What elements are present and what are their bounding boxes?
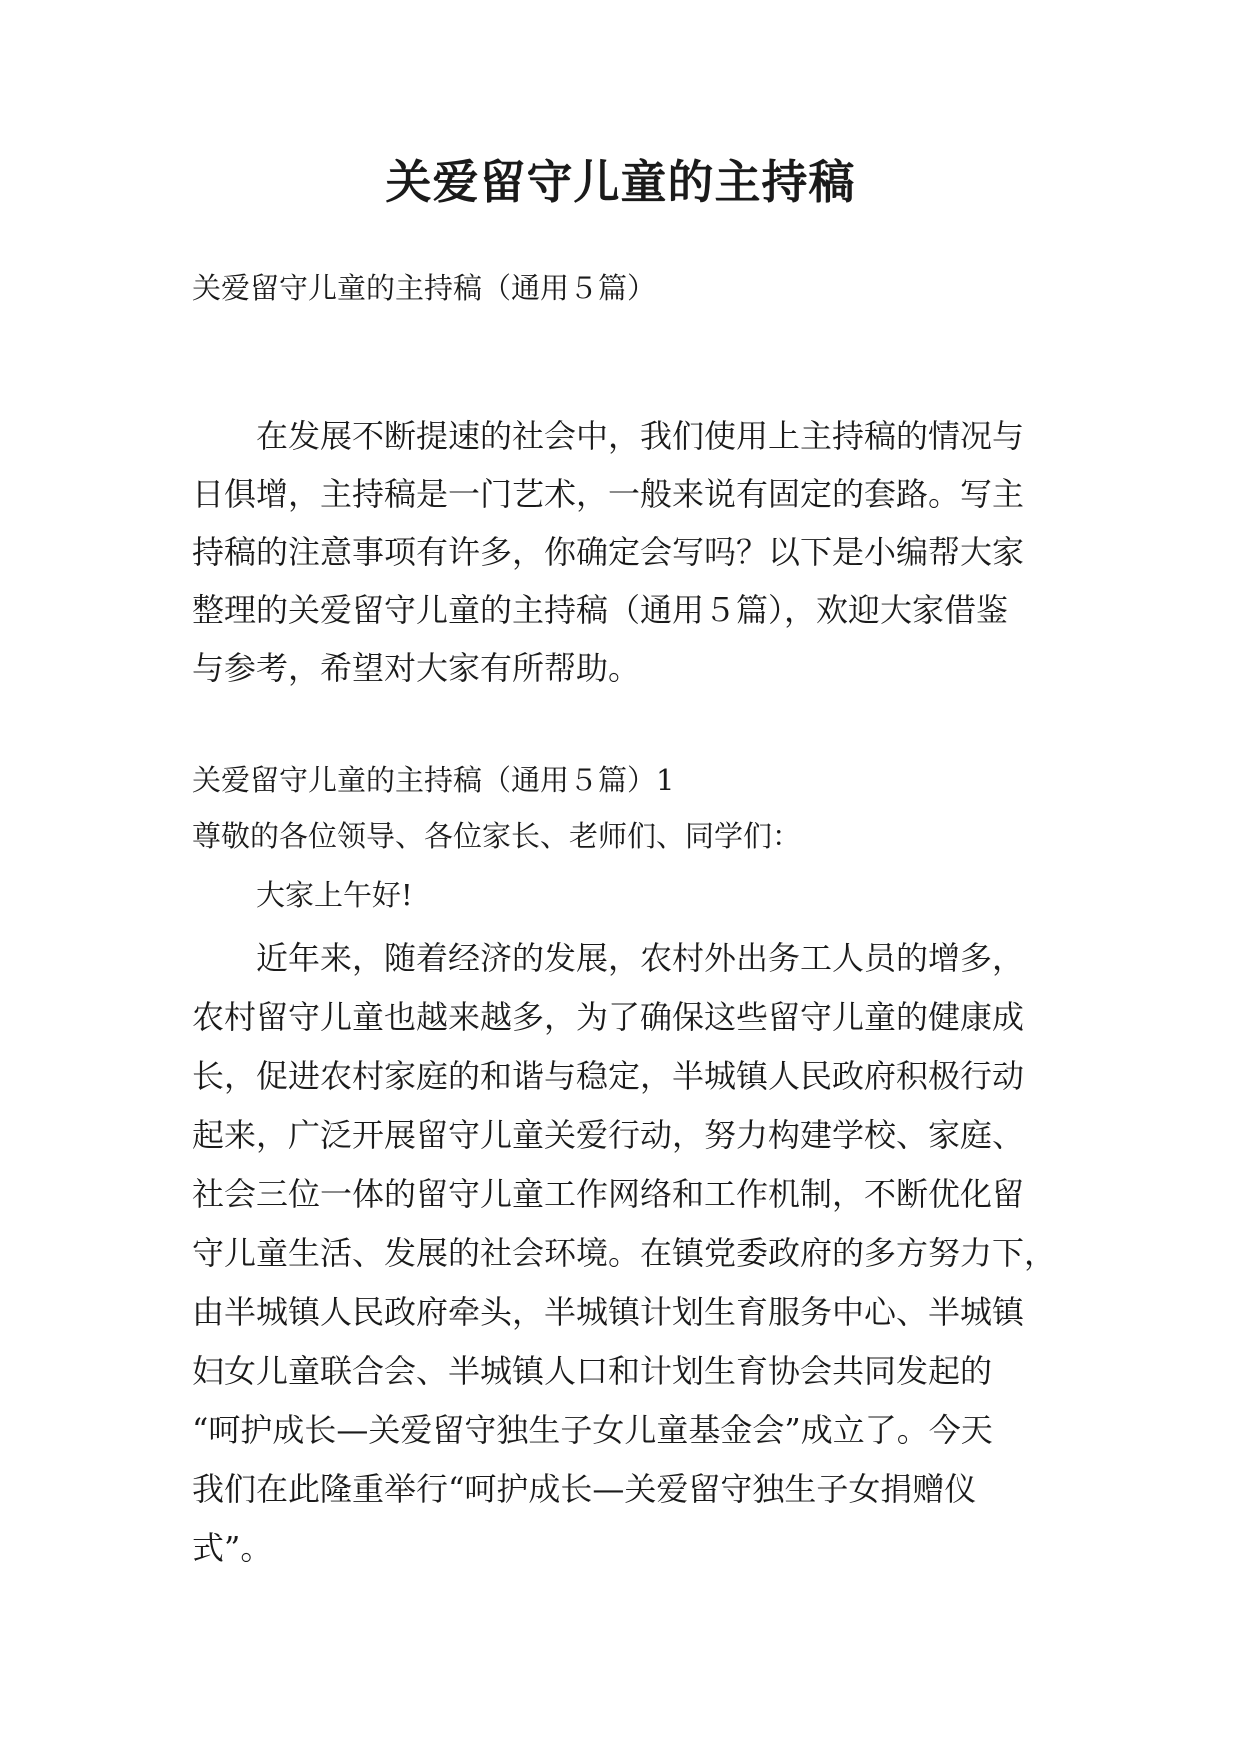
body-line: 起来，广泛开展留守儿童关爱行动，努力构建学校、家庭、 bbox=[192, 1116, 1025, 1154]
intro-line: 日俱增，主持稿是一门艺术，一般来说有固定的套路。写主 bbox=[192, 475, 1025, 513]
intro-line: 在发展不断提速的社会中，我们使用上主持稿的情况与 bbox=[256, 417, 1025, 455]
body-line: 式”。 bbox=[192, 1529, 273, 1567]
greeting: 大家上午好! bbox=[256, 878, 413, 912]
intro-paragraph bbox=[192, 407, 1052, 697]
body-line: 妇女儿童联合会、半城镇人口和计划生育协会共同发起的 bbox=[192, 1352, 993, 1390]
body-line: 近年来，随着经济的发展，农村外出务工人员的增多， bbox=[256, 939, 1025, 977]
body-line: 由半城镇人民政府牵头，半城镇计划生育服务中心、半城镇 bbox=[192, 1293, 1025, 1331]
body-line: 社会三位一体的留守儿童工作网络和工作机制，不断优化留 bbox=[192, 1175, 1025, 1213]
intro-line: 与参考，希望对大家有所帮助。 bbox=[192, 649, 641, 687]
intro-line: 持稿的注意事项有许多，你确定会写吗？以下是小编帮大家 bbox=[192, 533, 1025, 571]
body-line: “呵护成长—关爱留守独生子女儿童基金会”成立了。今天 bbox=[192, 1411, 993, 1449]
intro-line: 整理的关爱留守儿童的主持稿（通用５篇），欢迎大家借鉴 bbox=[192, 591, 1009, 629]
body-paragraph bbox=[192, 929, 1072, 1578]
body-line: 守儿童生活、发展的社会环境。在镇党委政府的多方努力下， bbox=[192, 1234, 1057, 1272]
section-heading: 关爱留守儿童的主持稿（通用５篇）1 bbox=[192, 763, 675, 797]
document-subtitle: 关爱留守儿童的主持稿（通用５篇） bbox=[192, 271, 657, 305]
body-line: 农村留守儿童也越来越多，为了确保这些留守儿童的健康成 bbox=[192, 998, 1025, 1036]
body-line: 我们在此隆重举行“呵护成长—关爱留守独生子女捐赠仪 bbox=[192, 1470, 977, 1508]
salutation: 尊敬的各位领导、各位家长、老师们、同学们： bbox=[192, 819, 802, 853]
document-title: 关爱留守儿童的主持稿 bbox=[385, 155, 856, 209]
body-line: 长，促进农村家庭的和谐与稳定，半城镇人民政府积极行动 bbox=[192, 1057, 1025, 1095]
